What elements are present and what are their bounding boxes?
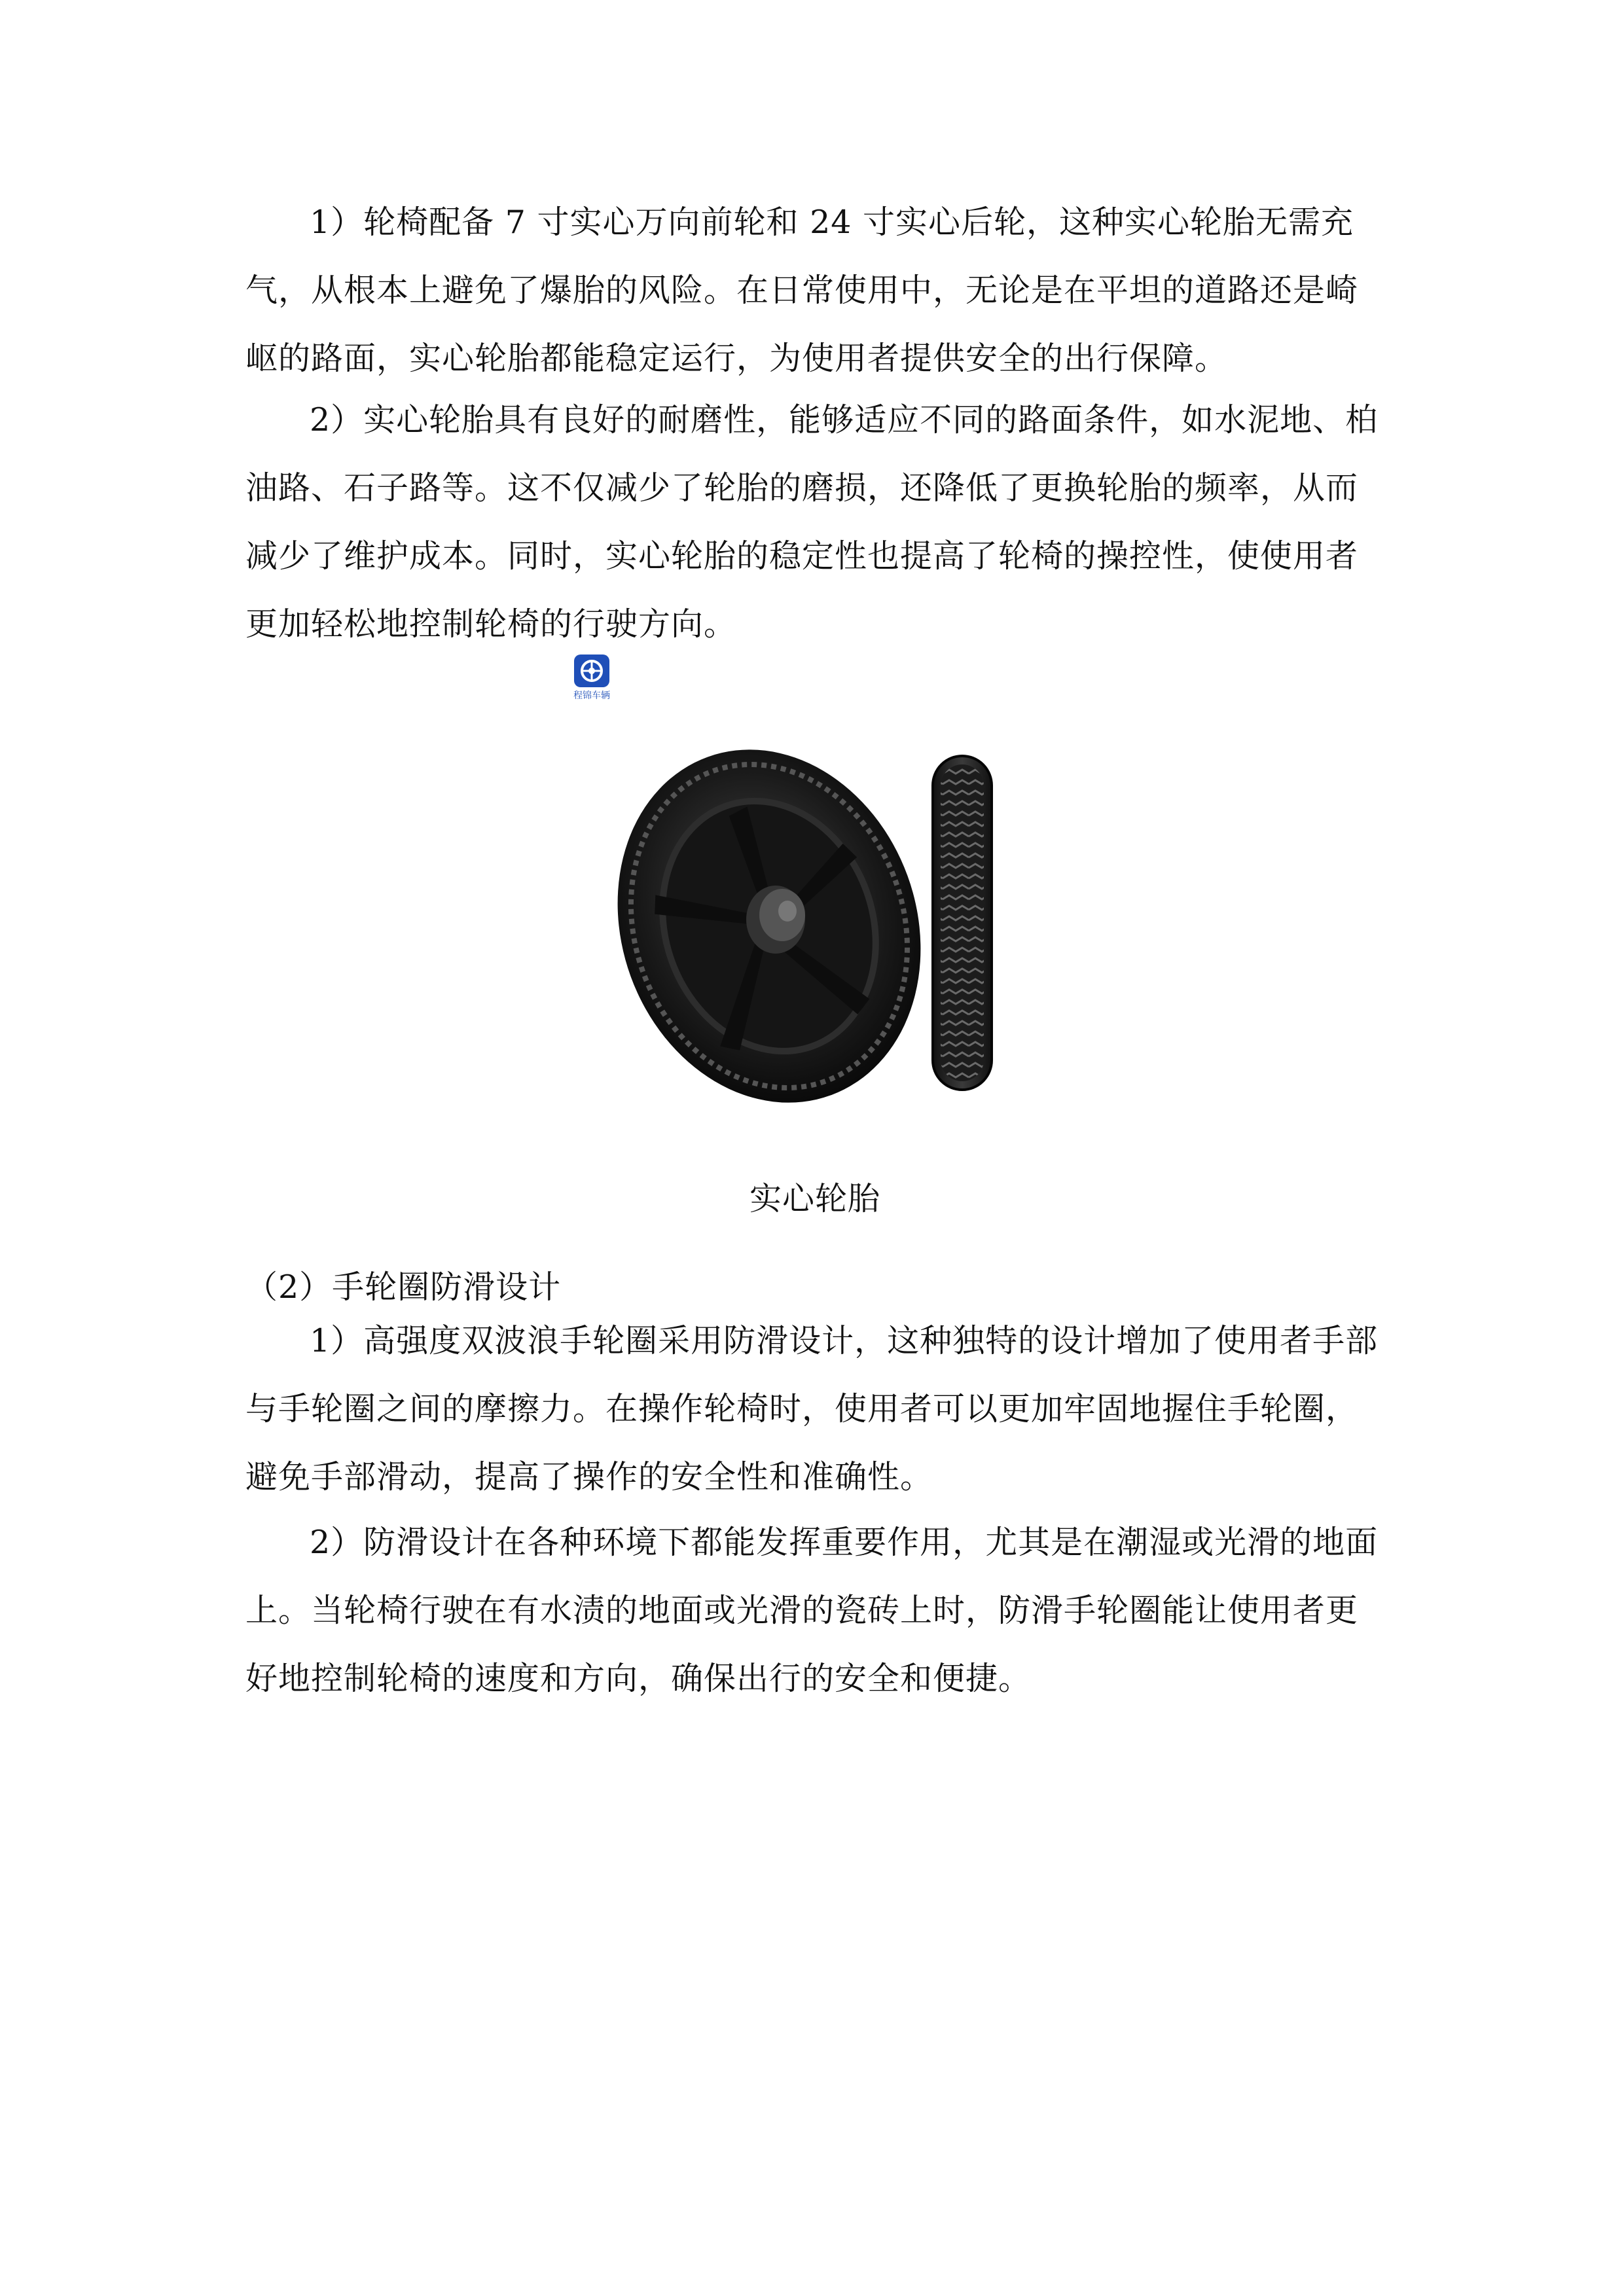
paragraph-handrim-design: 1）高强度双波浪手轮圈采用防滑设计，这种独特的设计增加了使用者手部与手轮圈之间的摩擦力。在操作轮椅时，使用者可以更加牢固地握住手轮圈，避免手部滑动，提高了操作的安全性和准确性。 [245, 1322, 1379, 1496]
tire-side-view [602, 726, 969, 1119]
paragraph-tire-wear-resistance: 2）实心轮胎具有良好的耐磨性，能够适应不同的路面条件，如水泥地、柏油路、石子路等。这不仅减少了轮胎的磨损，还降低了更换轮胎的频率，从而减少了维护成本。同时，实心轮胎的稳定性也提高了轮椅的操控性，使使用者更加轻松地控制轮椅的行驶方向。 [245, 401, 1379, 643]
paragraph-tire-description: 1）轮椅配备 7 寸实心万向前轮和 24 寸实心后轮，这种实心轮胎无需充气，从根本上避免了爆胎的风险。在日常使用中，无论是在平坦的道路还是崎岖的路面，实心轮胎都能稳定运行，为使用者提供安全的出行保障。 [245, 204, 1359, 377]
paragraph-anti-slip-function: 2）防滑设计在各种环境下都能发挥重要作用，尤其是在潮湿或光滑的地面上。当轮椅行驶在有水渍的地面或光滑的瓷砖上时，防滑手轮圈能让使用者更好地控制轮椅的速度和方向，确保出行的安全和便捷。 [245, 1524, 1379, 1697]
section-heading-handrim: （2）手轮圈防滑设计 [245, 1268, 562, 1306]
tire-image [602, 726, 1257, 1119]
tire-figure [602, 726, 1257, 1119]
logo-symbol-icon [574, 655, 609, 687]
figure-caption: 实心轮胎 [749, 1180, 880, 1217]
tire-front-view [933, 756, 992, 1090]
logo-icon [574, 655, 609, 687]
logo-text: 程锦车辆 [573, 691, 610, 701]
brand-logo [564, 655, 620, 702]
